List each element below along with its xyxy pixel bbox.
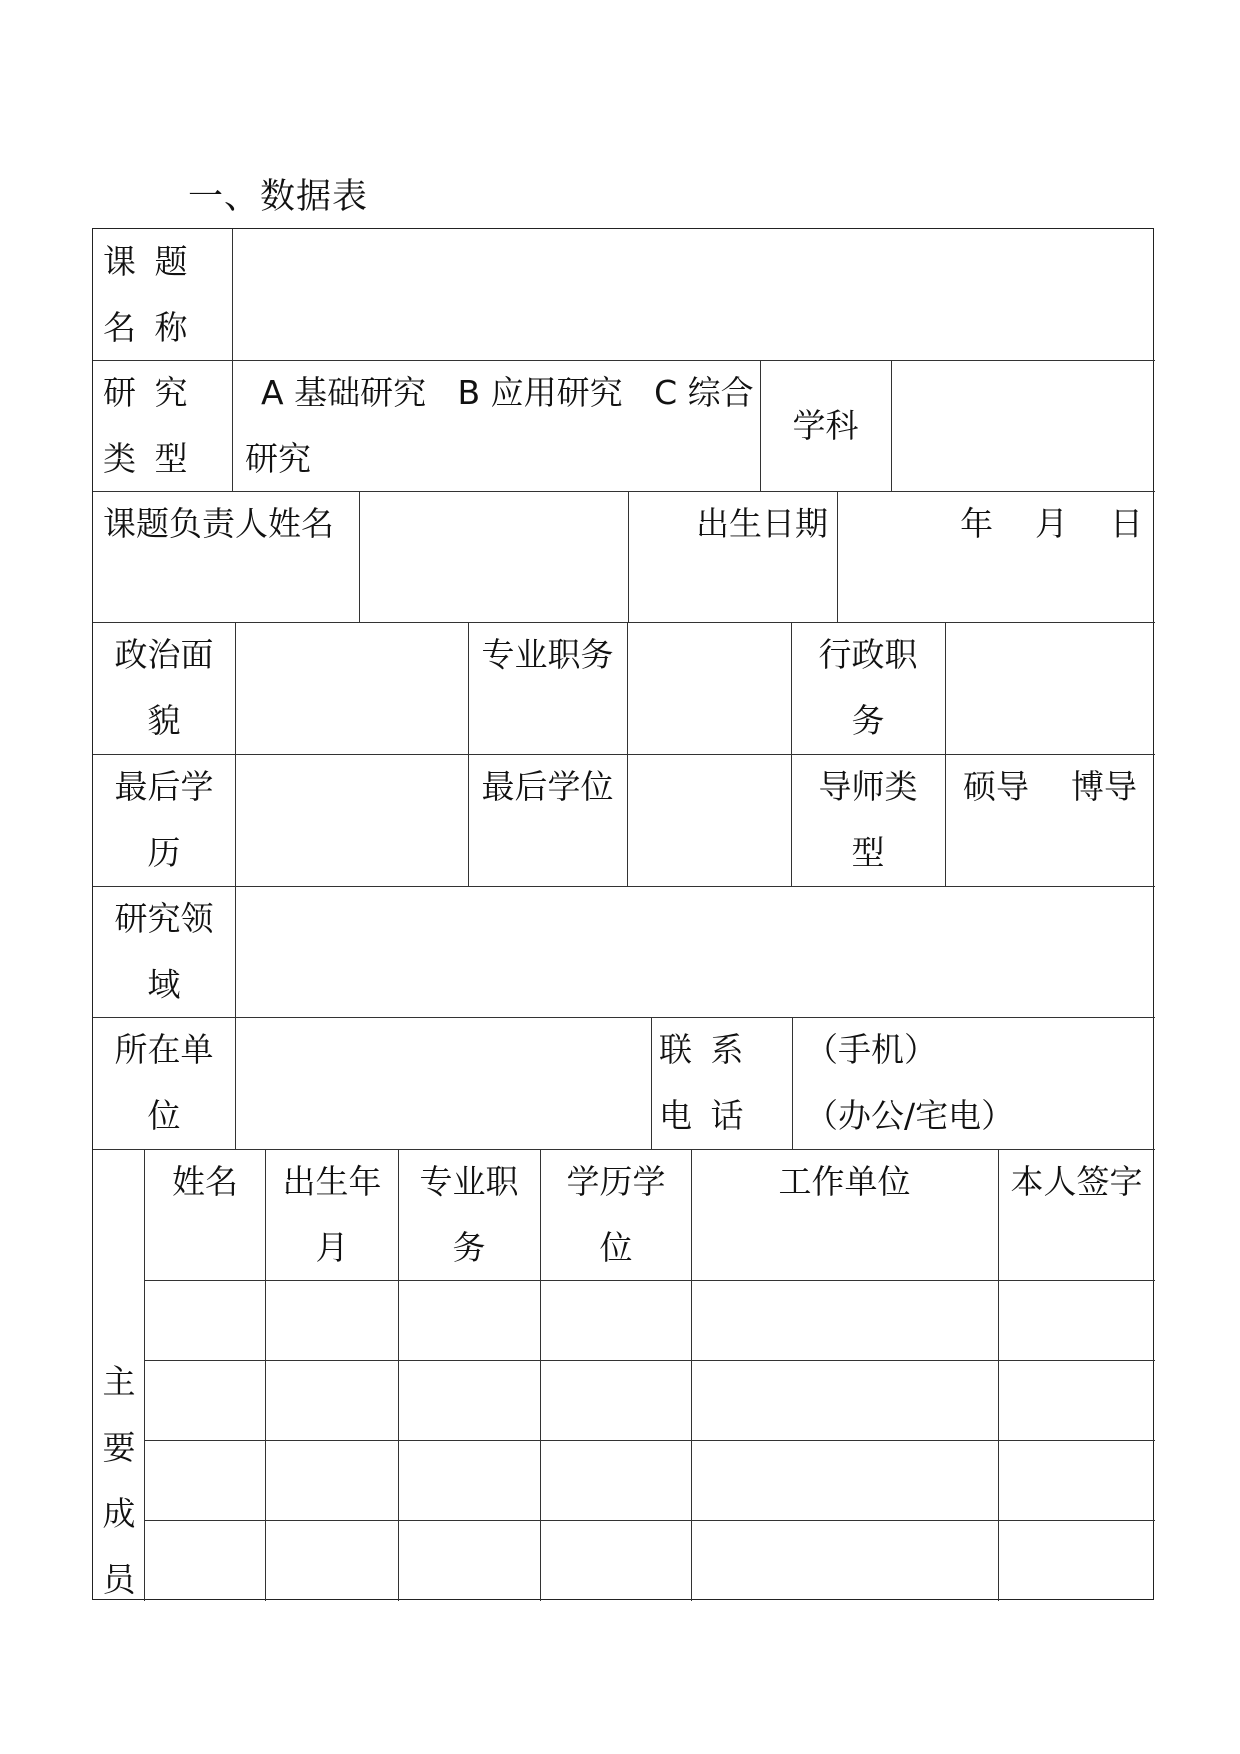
administrative-title-label: 行政职务 [818, 635, 918, 740]
member-cell[interactable] [541, 1441, 691, 1520]
members-section-label: 主要成员 [102, 1362, 136, 1599]
col-divider [891, 360, 892, 491]
member-cell[interactable] [145, 1441, 265, 1520]
member-cell[interactable] [999, 1281, 1154, 1360]
contact-phone-label: 联 系 电 话 [659, 1030, 748, 1135]
col-divider [628, 491, 629, 622]
member-cell[interactable] [399, 1441, 540, 1520]
project-name-label: 课 题 名 称 [103, 242, 192, 347]
member-cell[interactable] [999, 1521, 1154, 1600]
professional-title-label: 专业职务 [481, 635, 614, 674]
member-cell[interactable] [266, 1361, 398, 1440]
office-phone-field[interactable]: （办公/宅电） [805, 1096, 1015, 1135]
research-type-options[interactable]: A 基础研究 B 应用研究 C 综合研究 [245, 373, 754, 478]
member-col-degree: 学历学位 [566, 1162, 666, 1267]
work-unit-label: 所在单位 [114, 1030, 214, 1135]
col-divider [791, 622, 792, 886]
member-cell[interactable] [266, 1281, 398, 1360]
member-cell[interactable] [692, 1361, 998, 1440]
member-cell[interactable] [266, 1441, 398, 1520]
member-col-title: 专业职务 [419, 1162, 519, 1267]
education-label: 最后学历 [114, 767, 214, 872]
col-divider [232, 229, 233, 491]
work-unit-field[interactable] [245, 1017, 643, 1147]
research-type-label: 研 究 类 型 [103, 373, 192, 478]
member-cell[interactable] [999, 1361, 1154, 1440]
member-col-birth: 出生年月 [282, 1162, 382, 1267]
political-status-label: 政治面貌 [114, 635, 214, 740]
supervisor-type-options[interactable]: 硕导 博导 [963, 767, 1137, 806]
administrative-title-field[interactable] [955, 622, 1145, 752]
member-cell[interactable] [145, 1281, 265, 1360]
member-cell[interactable] [145, 1361, 265, 1440]
political-status-field[interactable] [245, 622, 460, 752]
col-divider [627, 622, 628, 886]
member-cell[interactable] [266, 1521, 398, 1600]
col-divider [359, 491, 360, 622]
leader-name-label: 课题负责人姓名 [103, 504, 334, 543]
member-cell[interactable] [399, 1281, 540, 1360]
member-cell[interactable] [541, 1521, 691, 1600]
leader-name-field[interactable] [369, 491, 619, 621]
member-cell[interactable] [145, 1521, 265, 1600]
member-cell[interactable] [399, 1361, 540, 1440]
research-field-label: 研究领域 [114, 899, 214, 1004]
member-col-unit: 工作单位 [778, 1162, 911, 1201]
col-divider [792, 1017, 793, 1149]
col-divider [651, 1017, 652, 1149]
data-table [92, 228, 1154, 1600]
section-title: 一、数据表 [188, 177, 369, 217]
member-cell[interactable] [541, 1361, 691, 1440]
birth-date-label: 出生日期 [696, 504, 828, 543]
project-name-field[interactable] [245, 229, 1145, 359]
member-cell[interactable] [541, 1281, 691, 1360]
birth-date-field[interactable]: 年 月 日 [960, 504, 1143, 543]
professional-title-field[interactable] [637, 622, 782, 752]
mobile-phone-field[interactable]: （手机） [805, 1030, 937, 1069]
discipline-label: 学科 [792, 406, 859, 445]
member-cell[interactable] [999, 1441, 1154, 1520]
research-field-field[interactable] [245, 886, 1145, 1016]
member-cell[interactable] [692, 1441, 998, 1520]
degree-label: 最后学位 [481, 767, 614, 806]
member-cell[interactable] [399, 1521, 540, 1600]
member-col-signature: 本人签字 [1010, 1162, 1143, 1201]
discipline-field[interactable] [901, 360, 1145, 490]
member-col-name: 姓名 [172, 1162, 238, 1201]
member-cell[interactable] [692, 1521, 998, 1600]
col-divider [837, 491, 838, 622]
supervisor-type-label: 导师类型 [818, 767, 918, 872]
education-field[interactable] [245, 754, 460, 884]
degree-field[interactable] [637, 754, 782, 884]
member-cell[interactable] [692, 1281, 998, 1360]
col-divider [235, 622, 236, 1149]
